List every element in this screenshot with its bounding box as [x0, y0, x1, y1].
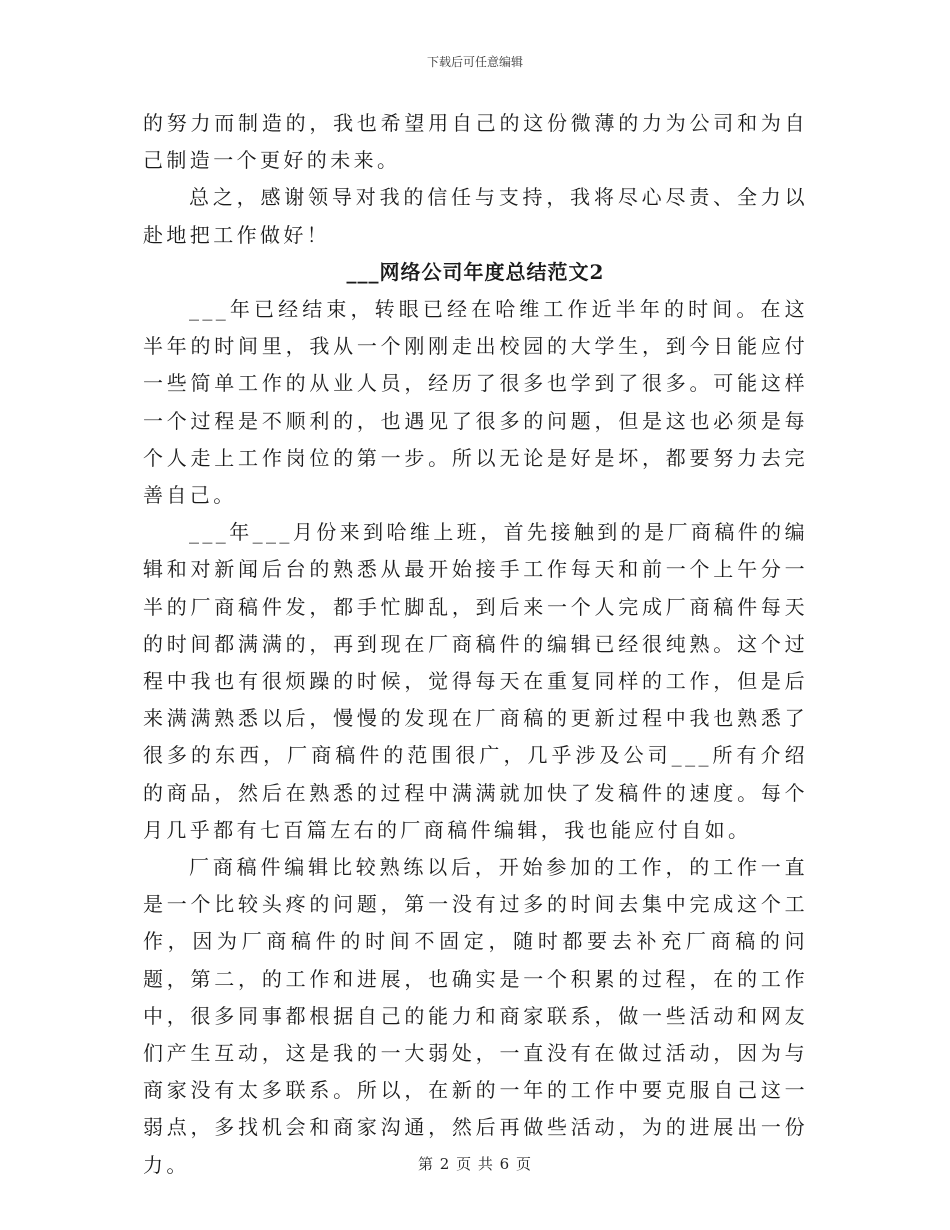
paragraph: 总之，感谢领导对我的信任与支持，我将尽心尽责、全力以赴地把工作做好！: [143, 185, 808, 247]
paragraph: ___年___月份来到哈维上班，首先接触到的是厂商稿件的编辑和对新闻后台的熟悉从最开始接手工作每天和前一个上午分一半的厂商稿件发，都手忙脚乱，到后来一个人完成厂商稿件每天的时间都满满的，再到现在厂商稿件的编辑已经很纯熟。这个过程中我也有很烦躁的时候，觉得每天在重复同样的工作，但是后来满满熟悉以后，慢慢的发现在厂商稿的更新过程中我也熟悉了很多的东西，厂商稿件的范围很广，几乎涉及公司___所有介绍的商品，然后在熟悉的过程中满满就加快了发稿件的速度。每个月几乎都有七百篇左右的厂商稿件编辑，我也能应付自如。: [143, 520, 808, 842]
page-footer: 第 2 页 共 6 页: [418, 1155, 532, 1173]
paragraph: ___年已经结束，转眼已经在哈维工作近半年的时间。在这半年的时间里，我从一个刚刚走出校园的大学生，到今日能应付一些简单工作的从业人员，经历了很多也学到了很多。可能这样一个过程是不顺利的，也遇见了很多的问题，但是这也必须是每个人走上工作岗位的第一步。所以无论是好是坏，都要努力去完善自己。: [143, 297, 808, 508]
page-header: 下载后可任意编辑: [426, 55, 523, 69]
paragraph: 的努力而制造的，我也希望用自己的这份微薄的力为公司和为自己制造一个更好的未来。: [143, 111, 808, 173]
paragraph: 厂商稿件编辑比较熟练以后，开始参加的工作，的工作一直是一个比较头疼的问题，第一没有过多的时间去集中完成这个工作，因为厂商稿件的时间不固定，随时都要去补充厂商稿的问题，第二，的工作和进展，也确实是一个积累的过程，在的工作中，很多同事都根据自己的能力和商家联系，做一些活动和网友们产生互动，这是我的一大弱处，一直没有在做过活动，因为与商家没有太多联系。所以，在新的一年的工作中要克服自己这一弱点，多找机会和商家沟通，然后再做些活动，为的进展出一份力。: [143, 855, 808, 1177]
section-heading: ___网络公司年度总结范文2: [346, 259, 605, 284]
document-body: [143, 105, 808, 1184]
